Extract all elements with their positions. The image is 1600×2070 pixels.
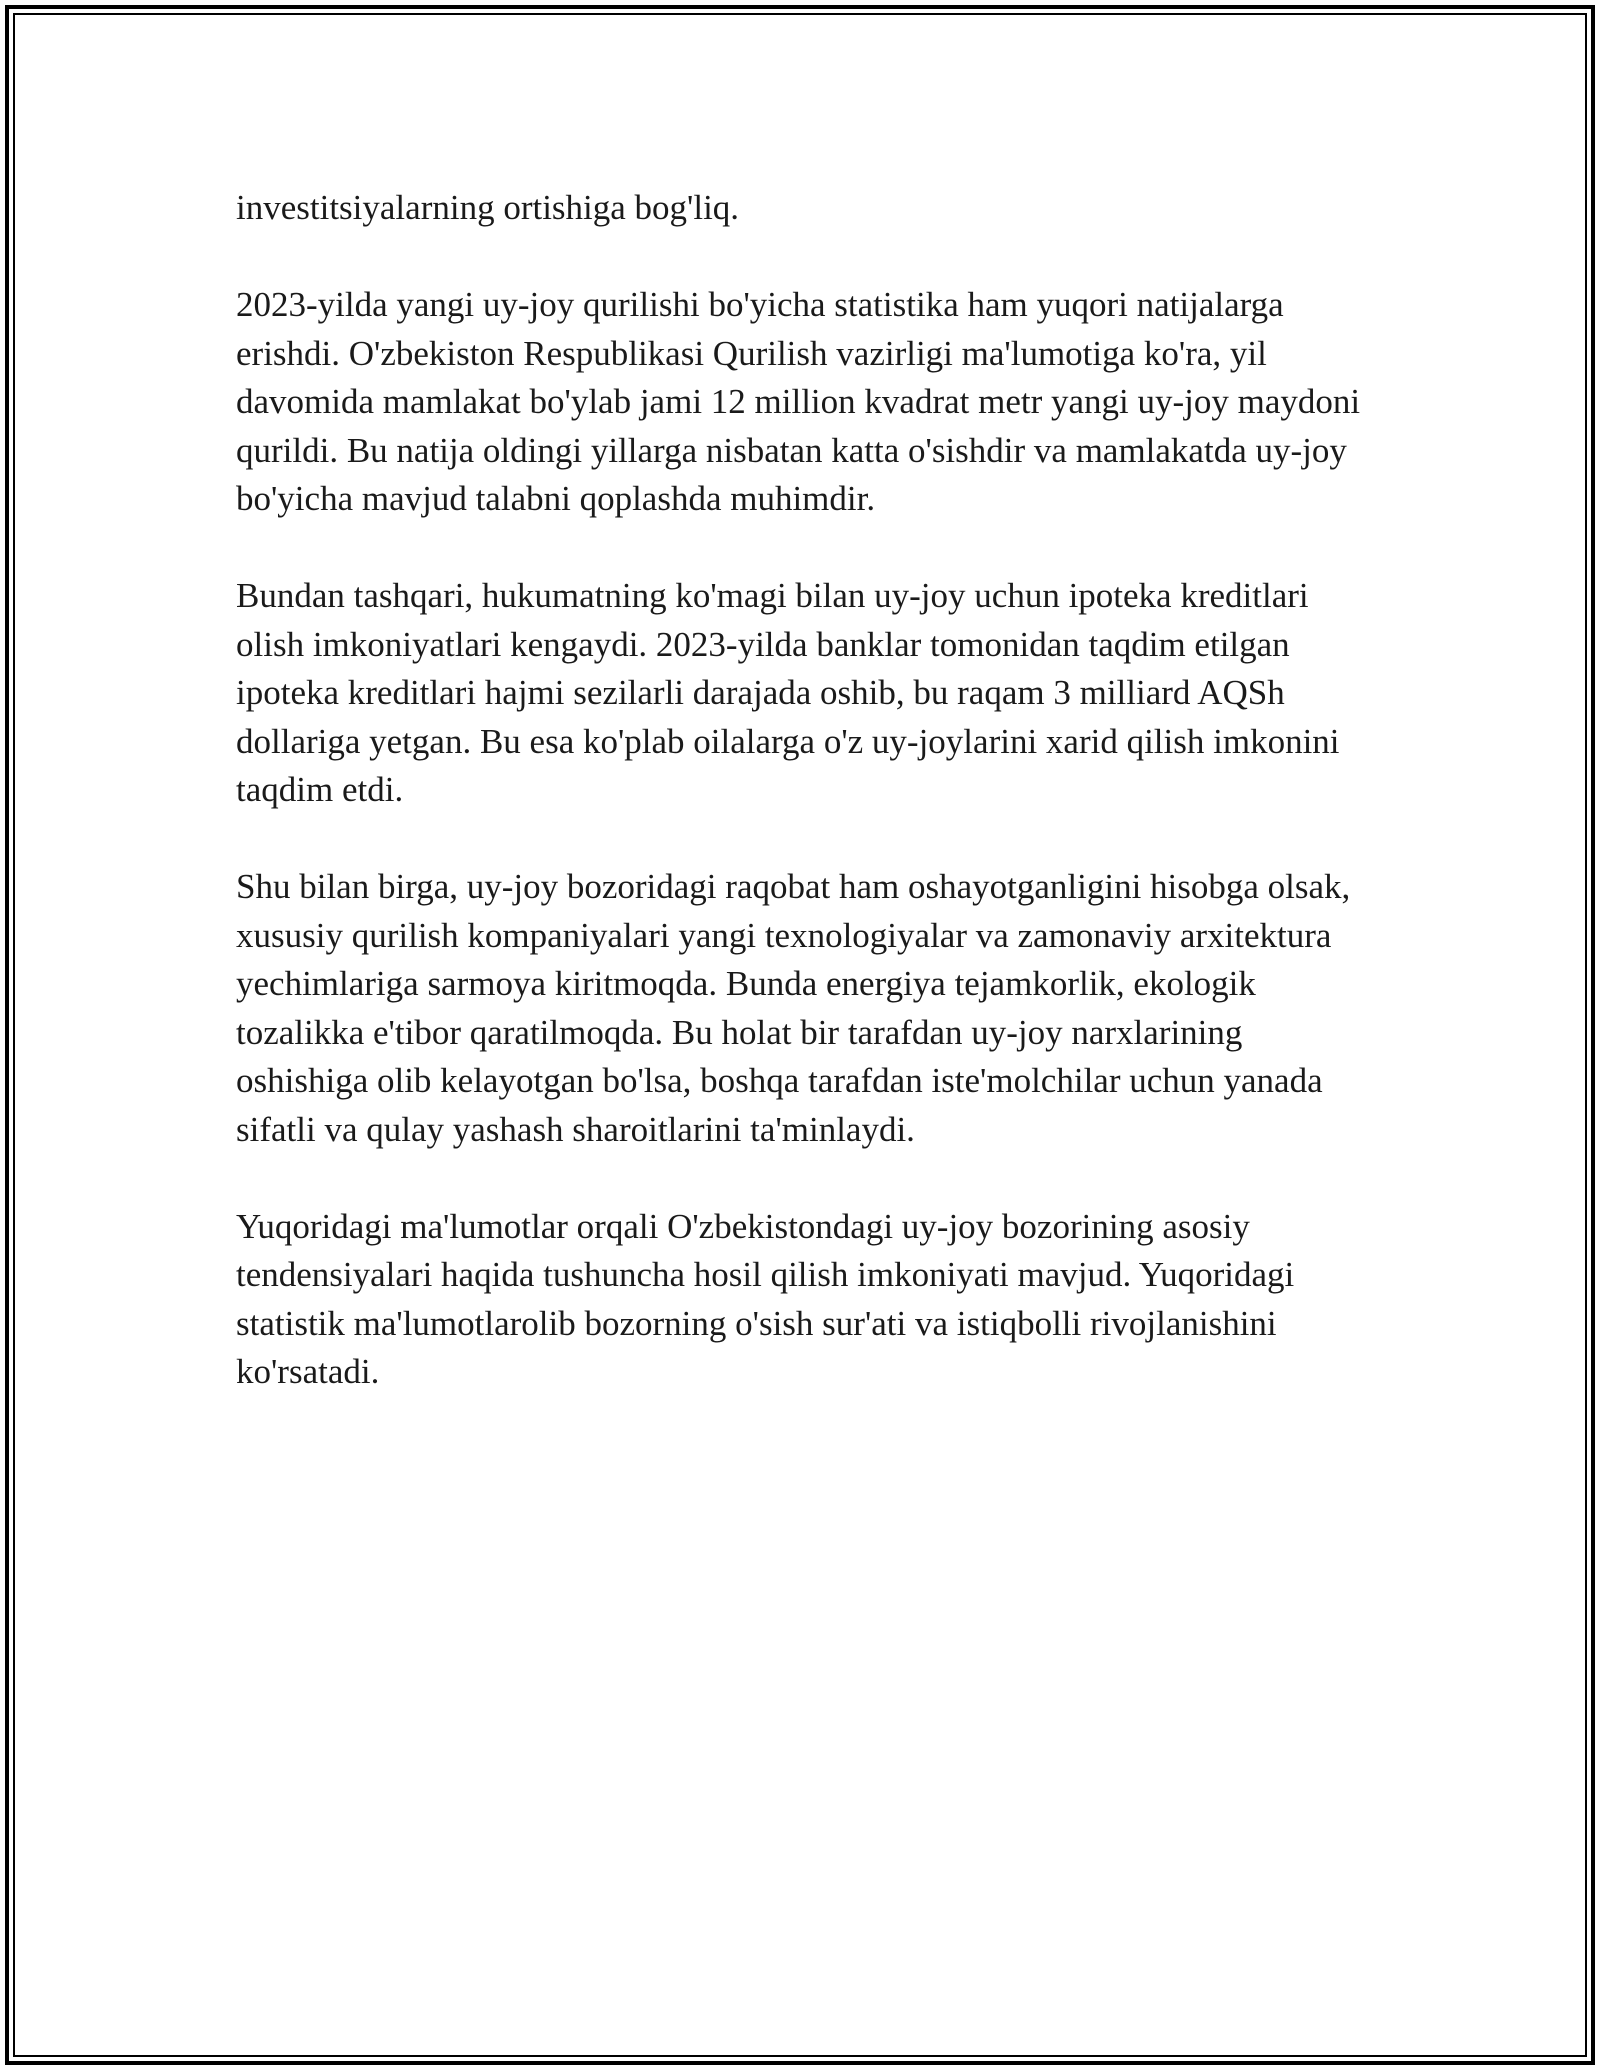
paragraph-3: Bundan tashqari, hukumatning ko'magi bilan uy-joy uchun ipoteka kreditlari olish imkoniyatlari kengaydi. 2023-yilda banklar tomonidan taqdim etilgan ipoteka kreditlari hajmi sezilarli darajada oshib, bu raqam 3 milliard AQSh dollariga yetgan. Bu esa ko'plab oilalarga o'z uy-joylarini xarid qilish imkonini taqdim etdi. xyxy=(236,576,1340,809)
paragraph-1: investitsiyalarning ortishiga bog'liq. xyxy=(236,188,740,227)
paragraph-5: Yuqoridagi ma'lumotlar orqali O'zbekistondagi uy-joy bozorining asosiy tendensiyalari haqida tushuncha hosil qilish imkoniyati mavjud. Yuqoridagi statistik ma'lumotlarolib bozorning o'sish sur'ati va istiqbolli rivojlanishini ko'rsatadi. xyxy=(236,1206,1295,1391)
paragraph-4: Shu bilan birga, uy-joy bozoridagi raqobat ham oshayotganligini hisobga olsak, xususiy qurilish kompaniyalari yangi texnologiyalar va zamonaviy arxitektura yechimlariga sarmoya kiritmoqda. Bunda energiya tejamkorlik, ekologik tozalikka e'tibor qaratilmoqda. Bu holat bir tarafdan uy-joy narxlarining oshishiga olib kelayotgan bo'lsa, boshqa tarafdan iste'molchilar uchun yanada sifatli va qulay yashash sharoitlarini ta'minlaydi. xyxy=(236,867,1351,1149)
paragraph-2: 2023-yilda yangi uy-joy qurilishi bo'yicha statistika ham yuqori natijalarga erishdi. O'zbekiston Respublikasi Qurilish vazirligi ma'lumotiga ko'ra, yil davomida mamlakat bo'ylab jami 12 million kvadrat metr yangi uy-joy maydoni qurildi. Bu natija oldingi yillarga nisbatan katta o'sishdir va mamlakatda uy-joy bo'yicha mavjud talabni qoplashda muhimdir. xyxy=(236,285,1361,518)
document-body xyxy=(236,184,1376,1445)
